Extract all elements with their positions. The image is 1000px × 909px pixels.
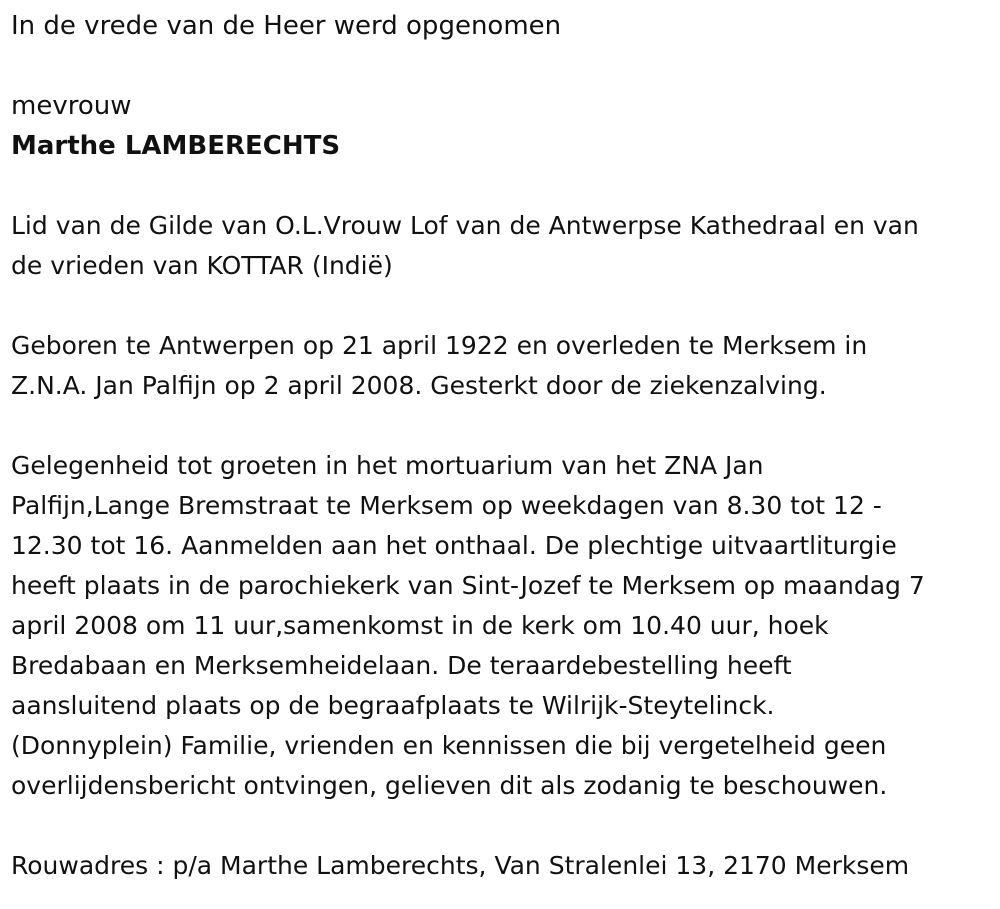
deceased-name: Marthe LAMBERECHTS xyxy=(11,131,341,161)
spacer xyxy=(11,806,991,846)
intro-line: In de vrede van de Heer werd opgenomen xyxy=(11,11,562,41)
spacer xyxy=(11,406,991,446)
birth-death-paragraph: Geboren te Antwerpen op 21 april 1922 en overleden te Merksem in Z.N.A. Jan Palfijn op 2 april 2008. Gesterkt door de ziekenzalving. xyxy=(11,331,868,400)
death-notice xyxy=(11,6,991,886)
arrangements-paragraph: Gelegenheid tot groeten in het mortuarium van het ZNA Jan Palfijn,Lange Bremstraat te Merksem op weekdagen van 8.30 tot 12 - 12.30 tot 16. Aanmelden aan het onthaal. De plechtige uitvaartliturgie heeft plaats in de parochiekerk van Sint-Jozef te Merksem op maandag 7 april 2008 om 11 uur,samenkomst in de kerk om 10.40 uur, hoek Bredabaan en Merksemheidelaan. De teraardebestelling heeft aansluitend plaats op de begraafplaats te Wilrijk-Steytelinck. (Donnyplein) Familie, vrienden en kennissen die bij vergetelheid geen overlijdensbericht ontvingen, gelieven dit als zodanig te beschouwen. xyxy=(11,451,925,800)
honorific: mevrouw xyxy=(11,91,132,121)
membership-paragraph: Lid van de Gilde van O.L.Vrouw Lof van de Antwerpse Kathedraal en van de vrieden van KOTTAR (Indië) xyxy=(11,211,919,280)
spacer xyxy=(11,46,991,86)
spacer xyxy=(11,166,991,206)
spacer xyxy=(11,286,991,326)
mourning-address: Rouwadres : p/a Marthe Lamberechts, Van Stralenlei 13, 2170 Merksem xyxy=(11,851,910,880)
